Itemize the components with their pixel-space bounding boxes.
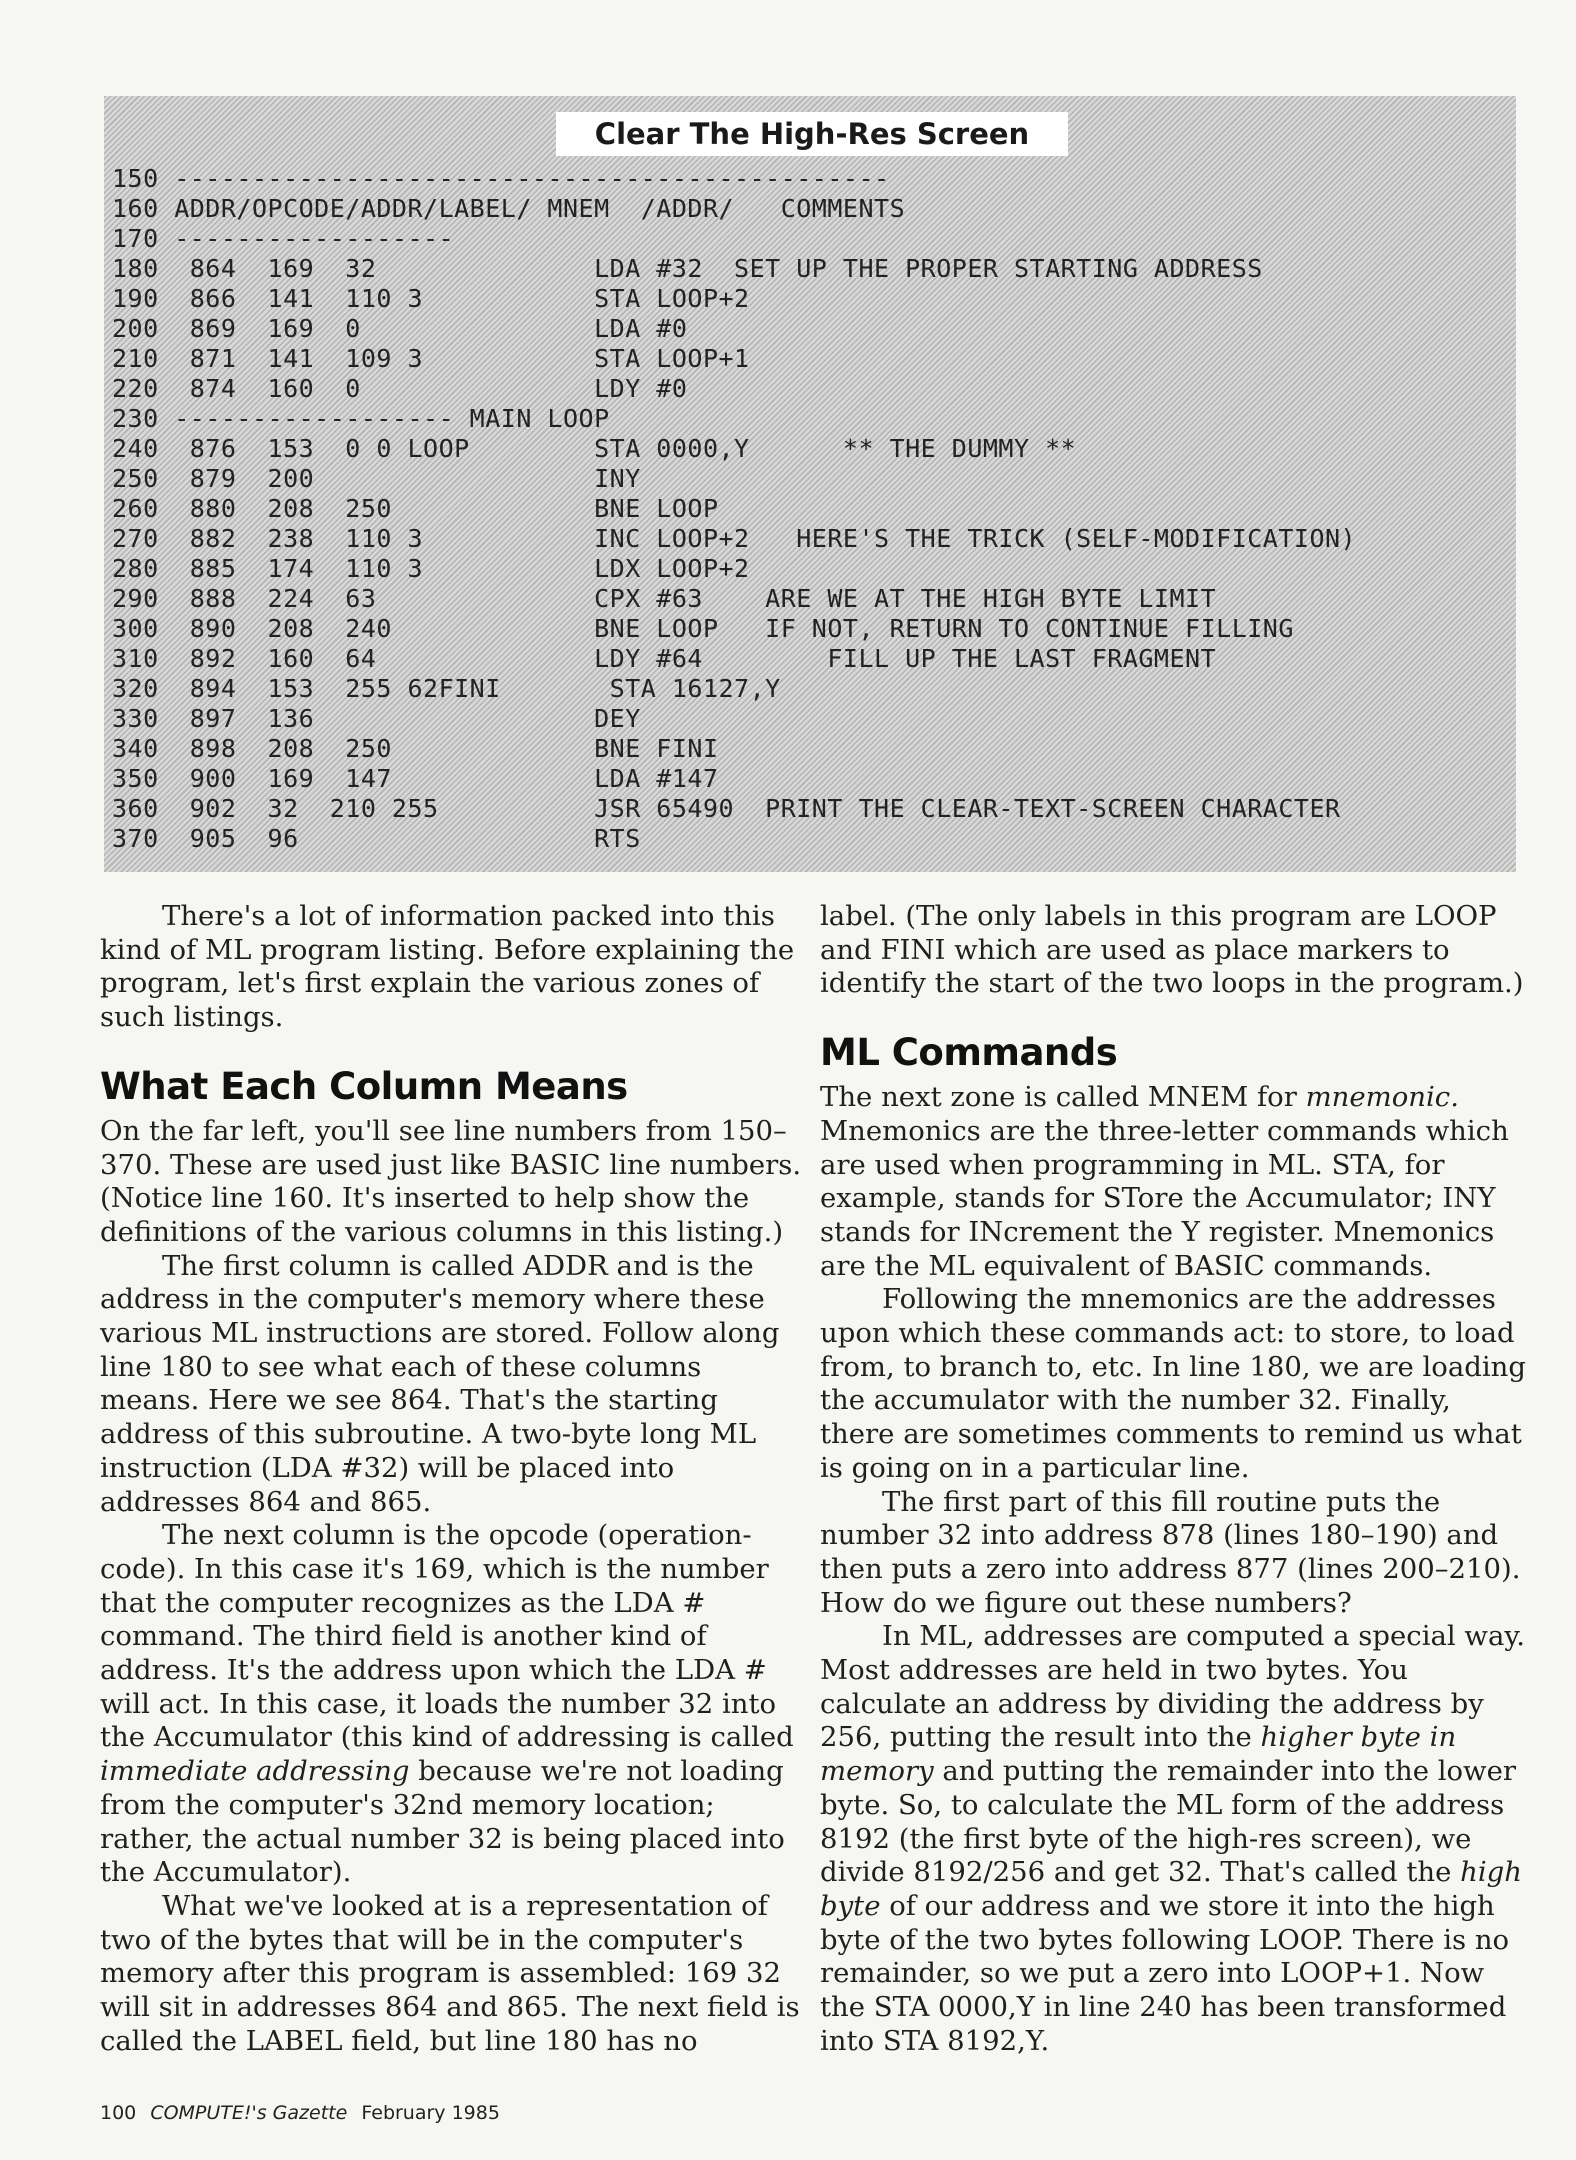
page-footer [100,2102,500,2124]
code-line: 350 900 169 147 LDA #147 [112,764,719,793]
code-line: 330 897 136 DEY [112,704,641,733]
code-line: 270 882 238 110 3 INC LOOP+2 HERE'S THE TRICK (SELF-MODIFICATION) [112,524,1357,553]
paragraph: What we've looked at is a representation of two of the bytes that will be in the computer's memory after this program is assembled: 169 32 will sit in addresses 864 and 865. The next field is called the LABEL field, but line 180 has no [100,1889,800,2057]
paragraph: In ML, addresses are computed a special way. Most addresses are held in two bytes. You calculate an address by dividing the address by 256, putting the result into the higher byte in memory and putting the remainder into the lower byte. So, to calculate the ML form of the address 8192 (the first byte of the high-res screen), we divide 8192/256 and get 32. That's called the high byte of our address and we store it into the high byte of the two bytes following LOOP. There is no remainder, so we put a zero into LOOP+1. Now the STA 0000,Y in line 240 has been transformed into STA 8192,Y. [820,1620,1525,2057]
code-lines [112,164,1356,854]
code-line: 220 874 160 0 LDY #0 [112,374,688,403]
code-line: 280 885 174 110 3 LDX LOOP+2 [112,554,750,583]
paragraph: The next zone is called MNEM for mnemonic. Mnemonics are the three-letter commands which are used when programming in ML. STA, for example, stands for STore the Accumulator; INY stands for INcrement the Y register. Mnemonics are the ML equivalent of BASIC commands. [820,1081,1509,1282]
right-column [820,900,1528,2059]
code-line: 320 894 153 255 62FINI STA 16127,Y [112,674,781,703]
code-line: 360 902 32 210 255 JSR 65490 PRINT THE CLEAR-TEXT-SCREEN CHARACTER [112,794,1341,823]
intro-paragraph: There's a lot of information packed into this kind of ML program listing. Before explaining the program, let's first explain the various zones of such listings. [100,900,795,1034]
code-line: 240 876 153 0 0 LOOP STA 0000,Y ** THE DUMMY ** [112,434,1077,463]
paragraph: The first part of this fill routine puts the number 32 into address 878 (lines 180–190) and then puts a zero into address 877 (lines 200–210). How do we figure out these numbers? [820,1485,1521,1619]
code-line: 170 ------------------ [112,224,455,253]
code-line: 260 880 208 250 BNE LOOP [112,494,719,523]
section-heading-commands: ML Commands [820,1031,1118,1075]
paragraph: On the far left, you'll see line numbers from 150–370. These are used just like BASIC line numbers. (Notice line 160. It's inserted to help show the definitions of the various columns in this listing.) [100,1114,802,1248]
program-listing [104,96,1516,872]
section-heading-columns: What Each Column Means [100,1064,628,1108]
listing-title: Clear The High-Res Screen [556,112,1068,156]
paragraph: The next column is the opcode (operation-code). In this case it's 169, which is the number that the computer recognizes as the LDA # command. The third field is another kind of address. It's the address upon which the LDA # will act. In this case, it loads the number 32 into the Accumulator (this kind of addressing is called immediate addressing because we're not loading from the computer's 32nd memory location; rather, the actual number 32 is being placed into the Accumulator). [100,1519,794,1889]
code-line: 210 871 141 109 3 STA LOOP+1 [112,344,750,373]
paragraph: Following the mnemonics are the addresses upon which these commands act: to store, to load from, to branch to, etc. In line 180, we are loading the accumulator with the number 32. Finally, there are sometimes comments to remind us what is going on in a particular line. [820,1283,1526,1484]
code-line: 160 ADDR/OPCODE/ADDR/LABEL/ MNEM /ADDR/ COMMENTS [112,194,906,223]
magazine-name: COMPUTE!'s Gazette [150,2102,348,2124]
code-line: 300 890 208 240 BNE LOOP IF NOT, RETURN TO CONTINUE FILLING [112,614,1294,643]
page-number: 100 [100,2102,137,2124]
left-column [100,900,808,2059]
continued-paragraph: label. (The only labels in this program are LOOP and FINI which are used as place markers to identify the start of the two loops in the program.) [820,900,1524,1000]
code-line: 190 866 141 110 3 STA LOOP+2 [112,284,750,313]
code-line: 200 869 169 0 LDA #0 [112,314,688,343]
code-line: 370 905 96 RTS [112,824,641,853]
code-line: 150 ---------------------------------------------- [112,164,890,193]
issue-date: February 1985 [361,2102,500,2124]
code-line: 340 898 208 250 BNE FINI [112,734,719,763]
paragraph: The first column is called ADDR and is the address in the computer's memory where these various ML instructions are stored. Follow along line 180 to see what each of these columns means. Here we see 864. That's the starting address of this subroutine. A two-byte long ML instruction (LDA #32) will be placed into addresses 864 and 865. [100,1249,780,1518]
code-line: 180 864 169 32 LDA #32 SET UP THE PROPER STARTING ADDRESS [112,254,1263,283]
code-line: 230 ------------------ MAIN LOOP [112,404,610,433]
code-line: 290 888 224 63 CPX #63 ARE WE AT THE HIGH BYTE LIMIT [112,584,1217,613]
code-line: 250 879 200 INY [112,464,641,493]
code-line: 310 892 160 64 LDY #64 FILL UP THE LAST FRAGMENT [112,644,1217,673]
